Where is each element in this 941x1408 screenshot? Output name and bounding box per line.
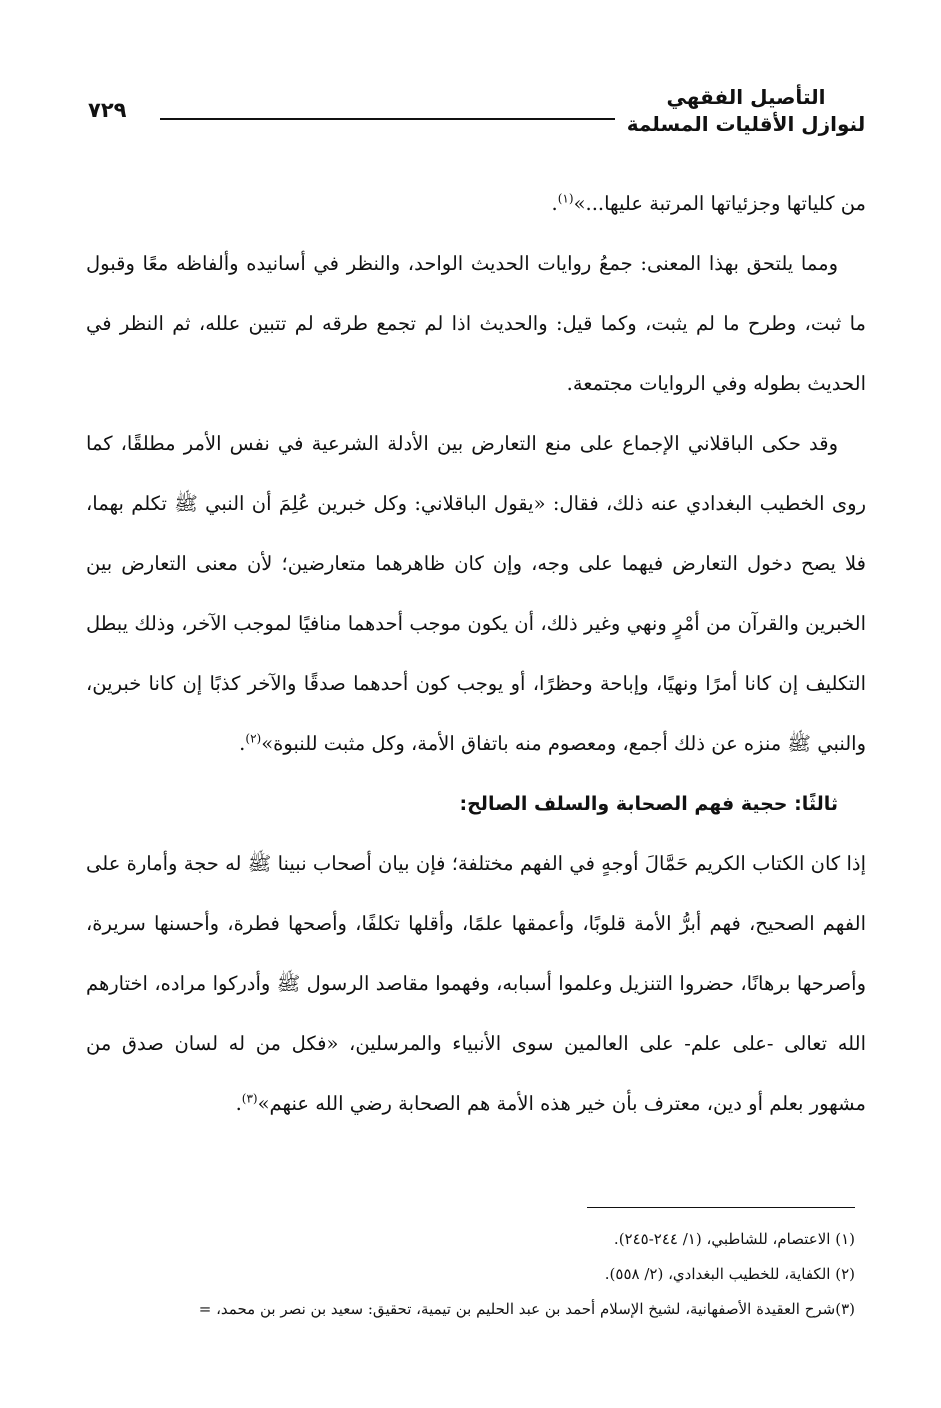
paragraph-2: ومما يلتحق بهذا المعنى: جمعُ روايات الحديث الواحد، والنظر في أسانيده وألفاظه معًا وقبول ما ثبت، وطرح ما لم يثبت، وكما قيل: والحديث اذا لم تجمع طرقه لم تتبين علله، ثم النظر في الحديث بطوله وفي الروايات مجتمعة. [86, 252, 866, 395]
running-header [88, 84, 866, 154]
paragraph-3 [86, 414, 866, 774]
main-text [86, 174, 866, 1134]
book-title-line1: التأصيل الفقهي [666, 85, 826, 109]
section-heading: ثالثًا: حجية فهم الصحابة والسلف الصالح: [459, 793, 838, 815]
paragraph-4-end: . [235, 1092, 242, 1115]
footnote-ref-1: (١) [557, 191, 574, 206]
footnote-1: (١) الاعتصام، للشاطبي، (١/ ٢٤٤-٢٤٥). [613, 1230, 855, 1248]
paragraph-3-text: وقد حكى الباقلاني الإجماع على منع التعارض بين الأدلة الشرعية في نفس الأمر مطلقًا، كما روى الخطيب البغدادي عنه ذلك، فقال: «يقول الباقلاني: وكل خبرين عُلِمَ أن النبي ﷺ تكلم بهما، فلا يصح دخول التعارض فيهما على وجه، وإن كان ظاهرهما متعارضين؛ لأن معنى التعارض بين الخبرين والقرآن من أمْرٍ ونهي وغير ذلك، أن يكون موجب أحدهما منافيًا لموجب الآخر، وذلك يبطل التكليف إن كانا أمرًا ونهيًا، وإباحة وحظرًا، أو يوجب كون أحدهما صدقًا والآخر كذبًا إن كانا خبرين، والنبي ﷺ منزه عن ذلك أجمع، ومعصوم منه باتفاق الأمة، وكل مثبت للنبوة» [86, 432, 866, 755]
paragraph-1-end: . [551, 192, 558, 215]
paragraph-4 [86, 834, 866, 1134]
paragraph-4-text: إذا كان الكتاب الكريم حَمَّالَ أوجهٍ في الفهم مختلفة؛ فإن بيان أصحاب نبينا ﷺ له حجة وأمارة على الفهم الصحيح، فهم أبرُّ الأمة قلوبًا، وأعمقها علمًا، وأقلها تكلفًا، وأصحها فطرة، وأحسنها سريرة، وأصرحها برهانًا، حضروا التنزيل وعلموا أسبابه، وفهموا مقاصد الرسول ﷺ وأدركوا مراده، اختارهم الله تعالى -على علم- على العالمين سوى الأنبياء والمرسلين، «فكل من له لسان صدق من مشهور بعلم أو دين، معترف بأن خير هذه الأمة هم الصحابة رضي الله عنهم» [86, 852, 866, 1115]
footnote-ref-2: (٢) [245, 731, 262, 746]
book-title [626, 84, 866, 138]
footnote-2: (٢) الكفاية، للخطيب البغدادي، (٢/ ٥٥٨). [604, 1265, 855, 1283]
page-number: ٧٢٩ [88, 98, 127, 122]
header-rule [160, 118, 615, 120]
footnote-separator [587, 1207, 855, 1208]
footnote-ref-3: (٣) [241, 1091, 258, 1106]
footnotes [75, 1222, 855, 1327]
book-title-line2: لنوازل الأقليات المسلمة [626, 112, 866, 136]
paragraph-1 [86, 174, 866, 234]
paragraph-1-text: من كلياتها وجزئياتها المرتبة عليها...» [573, 192, 866, 215]
footnote-3: (٣)شرح العقيدة الأصفهانية، لشيخ الإسلام أحمد بن عبد الحليم بن تيمية، تحقيق: سعيد بن نصر بن محمد، = [198, 1300, 855, 1318]
paragraph-3-end: . [239, 732, 246, 755]
